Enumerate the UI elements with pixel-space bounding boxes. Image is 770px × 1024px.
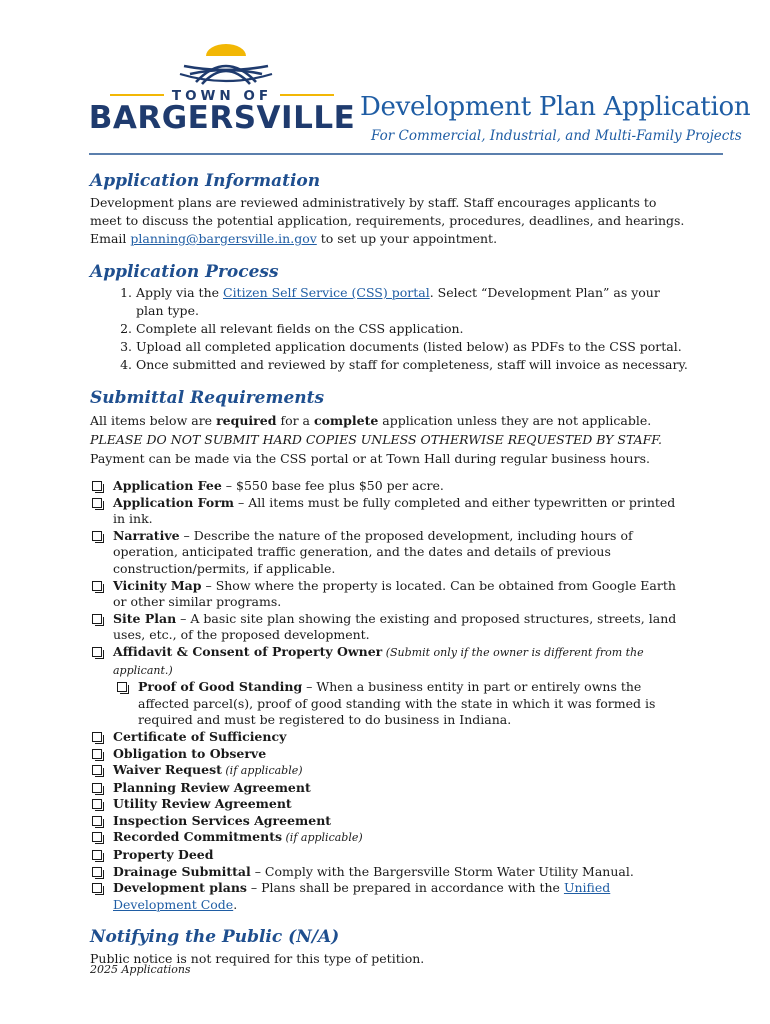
item-label: Property Deed [113, 847, 214, 863]
logo-town-name: BARGERSVILLE [88, 100, 356, 136]
checklist-item [90, 829, 690, 847]
requirements-intro [90, 411, 690, 468]
application-process-section [90, 261, 690, 374]
item-label: Utility Review Agreement [113, 796, 292, 812]
intro-warning: PLEASE DO NOT SUBMIT HARD COPIES UNLESS OTHERWISE REQUESTED BY STAFF. [90, 432, 662, 447]
item-desc: – Plans shall be prepared in accordance with the [246, 880, 564, 896]
item-desc: – Describe the nature of the proposed development, including hours of operation, anticipated traffic generation, and the dates and details of previous construction/permits, if applicable. [113, 527, 633, 576]
checklist-item [90, 528, 690, 578]
item-label: Narrative [113, 527, 180, 543]
section-heading: Notifying the Public (N/A) [90, 927, 340, 948]
process-step [136, 284, 690, 320]
item-desc: – Comply with the Bargersville Storm Water Utility Manual. [250, 863, 634, 879]
item-label: Application Fee [113, 478, 222, 493]
bargersville-logo-mark [176, 44, 276, 88]
item-label: Site Plan [113, 610, 177, 626]
item-note: (if applicable) [221, 764, 303, 778]
checklist-item [90, 847, 690, 864]
checkbox-icon [92, 581, 102, 591]
checkbox-icon [92, 749, 102, 759]
item-label: Recorded Commitments [113, 829, 283, 845]
submittal-requirements-section [90, 387, 690, 913]
checklist-item [90, 780, 690, 797]
item-note: (if applicable) [282, 831, 363, 845]
process-step: 2. Complete all relevant fields on the CSS application. [136, 320, 690, 338]
item-label: Development plans [113, 880, 247, 896]
checkbox-icon [117, 682, 127, 692]
intro-text: Payment can be made via the CSS portal or at Town Hall during regular business hours. [90, 451, 650, 466]
intro-text: All items below are [90, 413, 217, 428]
checklist-item [115, 679, 690, 729]
item-label: Proof of Good Standing [138, 679, 303, 695]
checklist-item [90, 644, 690, 729]
checklist-item [90, 813, 690, 830]
checklist-item [90, 578, 690, 611]
town-logo [88, 44, 356, 140]
process-step: 4. Once submitted and reviewed by staff for completeness, staff will invoice as necessary. [136, 356, 690, 374]
checkbox-icon [92, 783, 102, 793]
item-desc: – Show where the property is located. Can be obtained from Google Earth or other similar programs. [113, 577, 676, 610]
checklist-item [90, 478, 690, 495]
item-label: Certificate of Sufficiency [113, 728, 287, 744]
process-steps [90, 284, 690, 374]
intro-complete: complete [313, 413, 379, 428]
checklist-item [90, 746, 690, 763]
item-label: Vicinity Map [113, 577, 202, 593]
document-body [90, 170, 690, 968]
checkbox-icon [92, 531, 102, 541]
info-text: Development plans are reviewed administratively by staff. Staff encourages applicants to meet to discuss the potential application, requirements, procedures, deadlines, and hearings. Email [90, 195, 685, 246]
step-text: . Select “Development Plan” as your plan type. [136, 285, 660, 318]
document-title: Development Plan Application [360, 92, 751, 122]
checkbox-icon [92, 867, 102, 877]
checkbox-icon [92, 614, 102, 624]
requirements-checklist [90, 478, 690, 913]
section-text [90, 194, 690, 248]
document-subtitle: For Commercial, Industrial, and Multi-Family Projects [371, 128, 742, 144]
checklist-item [90, 864, 690, 881]
item-desc: – When a business entity in part or entirely owns the affected parcel(s), proof of good standing with the state in which it was formed is required and must be registered to do business in Indiana. [138, 679, 656, 728]
css-portal-link[interactable]: Citizen Self Service (CSS) portal [223, 285, 430, 300]
item-label: Drainage Submittal [113, 863, 251, 879]
checkbox-icon [92, 732, 102, 742]
checkbox-icon [92, 883, 102, 893]
sub-checklist [113, 679, 690, 729]
item-desc: – $550 base fee plus $50 per acre. [221, 478, 444, 493]
checkbox-icon [92, 481, 102, 491]
checklist-item [90, 729, 690, 746]
step-text: Apply via the [136, 285, 223, 300]
item-label: Inspection Services Agreement [113, 812, 332, 828]
section-text: Public notice is not required for this type of petition. [90, 951, 425, 967]
header-divider [89, 153, 723, 155]
item-label: Planning Review Agreement [113, 779, 311, 795]
intro-text: for a [276, 413, 314, 428]
item-desc: – All items must be fully completed and either typewritten or printed in ink. [113, 494, 676, 527]
checkbox-icon [92, 799, 102, 809]
checklist-item [90, 762, 690, 780]
checklist-item [90, 880, 690, 913]
checklist-item [90, 796, 690, 813]
item-note: (Submit only if the owner is different from the applicant.) [113, 645, 644, 677]
item-desc: – A basic site plan showing the existing and proposed structures, streets, land uses, etc., of the proposed development. [113, 610, 677, 643]
checkbox-icon [92, 498, 102, 508]
info-text-after: to set up your appointment. [316, 231, 498, 246]
checkbox-icon [92, 850, 102, 860]
checklist-item [90, 495, 690, 528]
application-information-section [90, 170, 690, 248]
checkbox-icon [92, 765, 102, 775]
email-link[interactable]: planning@bargersville.in.gov [130, 231, 317, 246]
page-footer: 2025 Applications [90, 963, 191, 976]
intro-required: required [216, 413, 277, 428]
section-heading: Application Process [90, 262, 279, 282]
checkbox-icon [92, 816, 102, 826]
intro-text: application unless they are not applicable. [378, 413, 652, 428]
section-heading: Application Information [90, 171, 321, 191]
item-label: Waiver Request [113, 762, 222, 778]
section-heading: Submittal Requirements [90, 388, 325, 408]
process-step: 3. Upload all completed application documents (listed below) as PDFs to the CSS portal. [136, 338, 690, 356]
udc-link[interactable]: Unified Development Code [113, 880, 611, 912]
item-desc: . [233, 896, 238, 912]
checkbox-icon [92, 832, 102, 842]
item-label: Obligation to Observe [113, 745, 267, 761]
checkbox-icon [92, 647, 102, 657]
item-label: Application Form [113, 494, 235, 510]
logo-town-of-text: TOWN OF [171, 88, 273, 104]
item-label: Affidavit & Consent of Property Owner [113, 643, 383, 659]
checklist-item [90, 611, 690, 644]
